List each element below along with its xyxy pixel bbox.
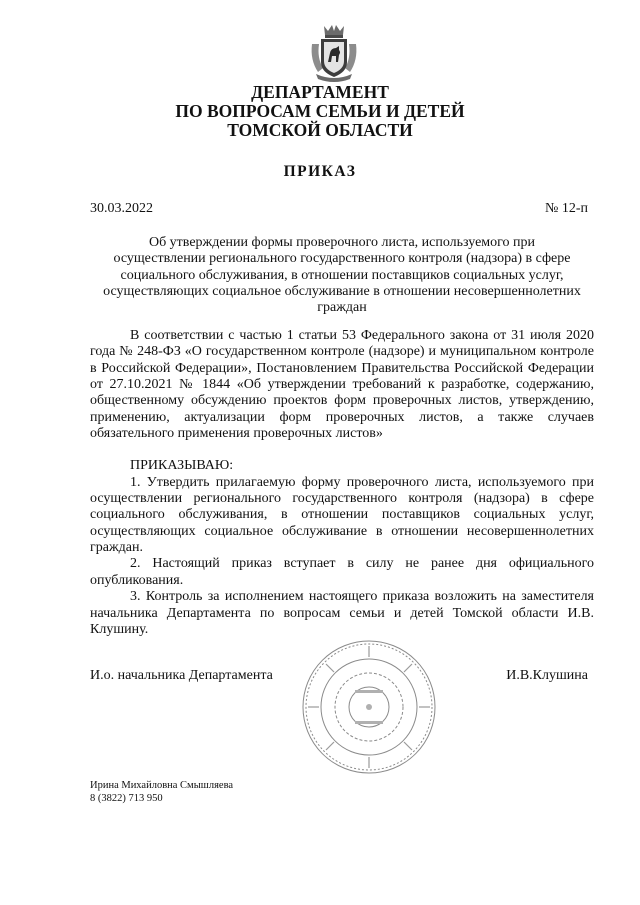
contact-phone: 8 (3822) 713 950 (90, 793, 163, 804)
order-item-2: 2. Настоящий приказ вступает в силу не ранее дня официального опубликования. (90, 556, 594, 588)
department-name (0, 83, 640, 140)
document-number: № 12-п (544, 201, 588, 216)
subject-line: осуществлении регионального государственного контроля (надзора) в сфере (113, 251, 571, 267)
department-line-2: ПО ВОПРОСАМ СЕМЬИ И ДЕТЕЙ (175, 101, 465, 121)
document-body (90, 328, 594, 638)
signatory-name: И.В.Клушина (506, 668, 588, 683)
subject-line: граждан (317, 300, 367, 316)
contact-info (90, 779, 233, 805)
order-item-1: 1. Утвердить прилагаемую форму проверочного листа, используемого при осуществлении регионального государственного контроля (надзора) в сфере социального обслуживания, в отношении поставщиков социальных услуг, осуществляющих социальное обслуживание в отношении несовершеннолетних граждан. (90, 474, 594, 556)
subject-line: осуществляющих социальное обслуживание в отношении несовершеннолетних (103, 283, 581, 299)
subject-line: социального обслуживания, в отношении поставщиков социальных услуг, (120, 267, 564, 283)
order-item-3: 3. Контроль за исполнением настоящего приказа возложить на заместителя начальника Департамента по вопросам семьи и детей Томской области И.В. Клушину. (90, 589, 594, 637)
department-line-1: ДЕПАРТАМЕНТ (251, 82, 389, 102)
signatory-title: И.о. начальника Департамента (90, 668, 273, 683)
order-heading: ПРИКАЗЫВАЮ: (130, 458, 234, 474)
department-line-3: ТОМСКОЙ ОБЛАСТИ (227, 120, 413, 140)
document-date: 30.03.2022 (90, 201, 153, 216)
preamble-paragraph: В соответствии с частью 1 статьи 53 Федерального закона от 31 июля 2020 года № 248-ФЗ «О государственном контроле (надзоре) и муниципальном контроле в Российской Федерации», Постановлением Правительства Российской Федерации от 27.10.2021 № 1844 «Об утверждении требований к разработке, содержанию, общественному обсуждению проектов форм проверочных листов, утверждению, применению, актуализации форм проверочных листов, а также случаев обязательного применения проверочных листов» (90, 328, 594, 442)
contact-name: Ирина Михайловна Смышляева (90, 780, 234, 791)
subject-line: Об утверждении формы проверочного листа, используемого при (148, 235, 536, 250)
official-seal-icon (300, 638, 438, 776)
document-type: ПРИКАЗ (283, 163, 357, 180)
document-subject (92, 235, 592, 316)
coat-of-arms-icon (308, 22, 360, 82)
